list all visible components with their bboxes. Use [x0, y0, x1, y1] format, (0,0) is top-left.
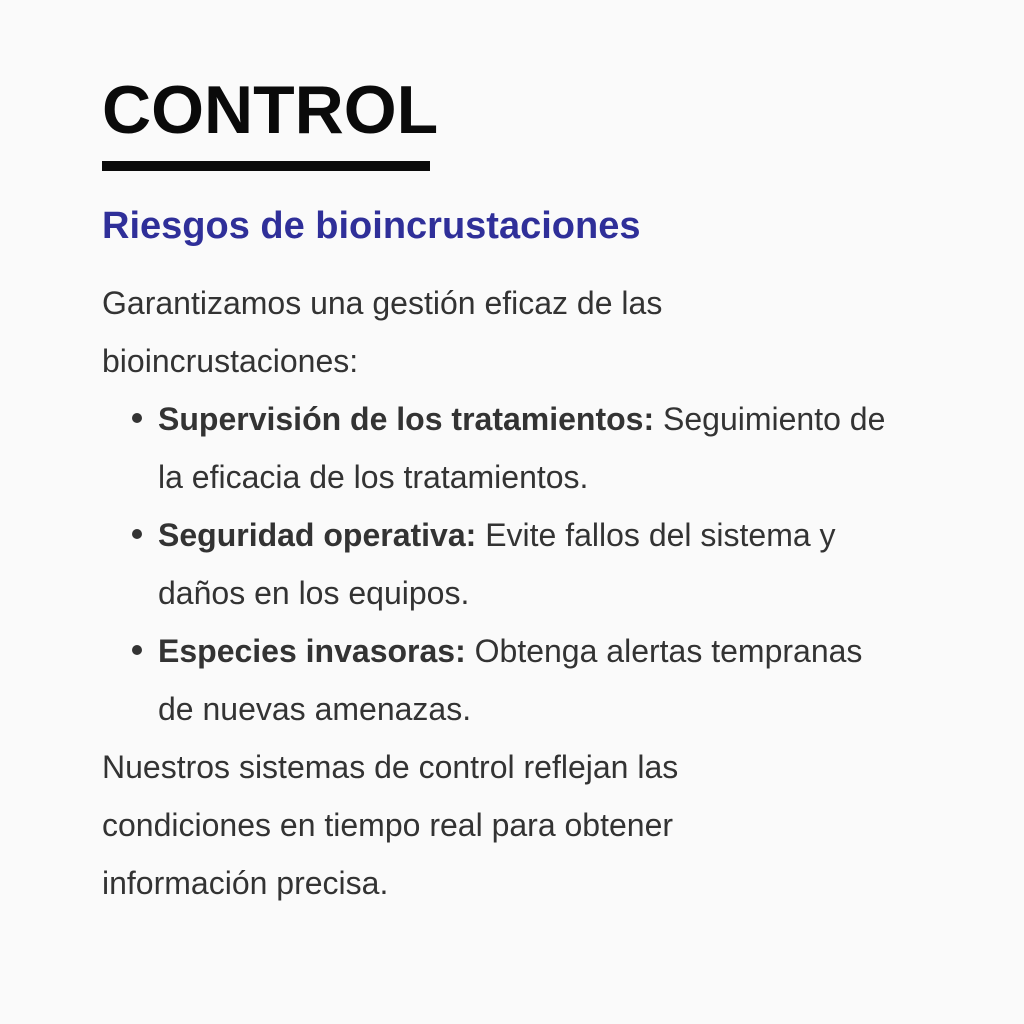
section-subtitle: Riesgos de bioincrustaciones — [102, 205, 641, 247]
list-item-invasive-species — [158, 622, 903, 738]
feature-list — [102, 390, 922, 738]
bullet-term: Supervisión de los tratamientos: — [158, 401, 655, 437]
bullet-text: Evite fallos del sistema y daños en los equipos. — [158, 517, 836, 611]
page-title: CONTROL — [102, 72, 439, 148]
intro-paragraph: Garantizamos una gestión eficaz de las bioincrustaciones: — [102, 285, 663, 379]
bullet-text: Obtenga alertas tempranas de nuevas amenazas. — [158, 633, 863, 727]
bullet-term: Especies invasoras: — [158, 633, 466, 669]
bullet-icon — [132, 645, 142, 655]
title-underline — [102, 161, 430, 171]
body-content — [102, 274, 922, 912]
bullet-icon — [132, 529, 142, 539]
list-item-treatment-supervision — [158, 390, 903, 506]
closing-paragraph: Nuestros sistemas de control reflejan las condiciones en tiempo real para obtener información precisa. — [102, 749, 679, 901]
bullet-term: Seguridad operativa: — [158, 517, 477, 553]
list-item-operational-safety — [158, 506, 903, 622]
bullet-text: Seguimiento de la eficacia de los tratamientos. — [158, 401, 886, 495]
bullet-icon — [132, 413, 142, 423]
